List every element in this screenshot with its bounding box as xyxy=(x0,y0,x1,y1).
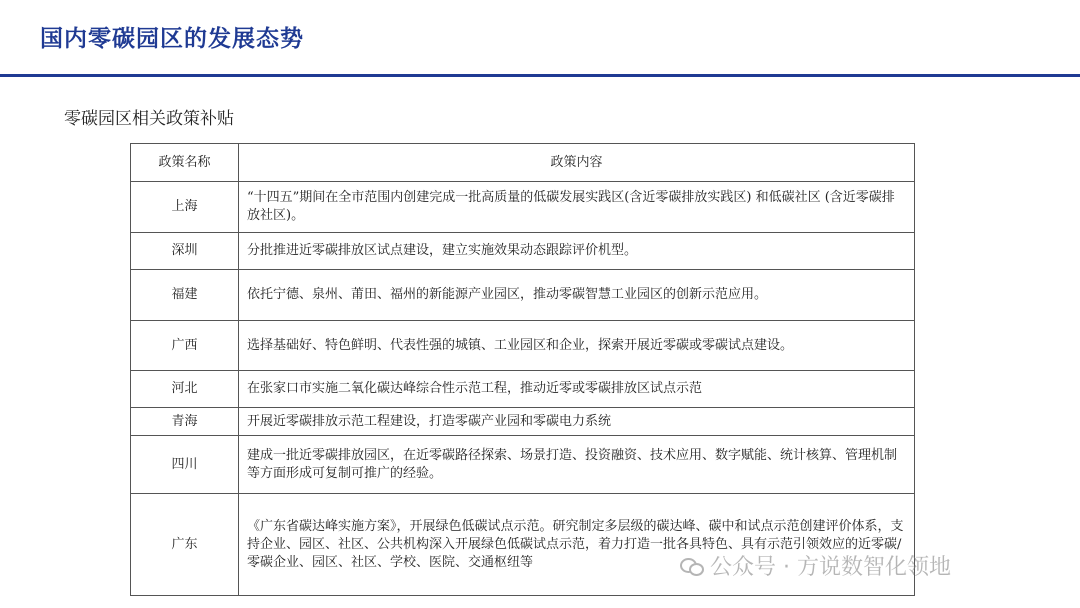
policy-region: 深圳 xyxy=(131,233,239,270)
table-row xyxy=(131,233,915,270)
wechat-icon xyxy=(680,556,704,576)
policy-region: 青海 xyxy=(131,408,239,436)
policy-region: 福建 xyxy=(131,270,239,321)
policy-content: “十四五”期间在全市范围内创建完成一批高质量的低碳发展实践区(含近零碳排放实践区) 和低碳社区 (含近零碳排放社区)。 xyxy=(239,182,915,233)
table-row xyxy=(131,436,915,494)
table-row xyxy=(131,270,915,321)
policy-table xyxy=(130,143,915,596)
table-row xyxy=(131,371,915,408)
policy-region: 上海 xyxy=(131,182,239,233)
policy-region: 广西 xyxy=(131,321,239,371)
table-row xyxy=(131,182,915,233)
title-divider xyxy=(0,74,1080,77)
policy-region: 四川 xyxy=(131,436,239,494)
section-subtitle: 零碳园区相关政策补贴 xyxy=(64,109,234,129)
policy-content: 依托宁德、泉州、莆田、福州的新能源产业园区，推动零碳智慧工业园区的创新示范应用。 xyxy=(239,270,915,321)
policy-content: 在张家口市实施二氧化碳达峰综合性示范工程，推动近零或零碳排放区试点示范 xyxy=(239,371,915,408)
watermark xyxy=(680,550,951,581)
policy-content: 《广东省碳达峰实施方案》，开展绿色低碳试点示范。研究制定多层级的碳达峰、碳中和试点示范创建评价体系，支持企业、园区、社区、公共机构深入开展绿色低碳试点示范，着力打造一批各具特色、具有示范引领效应的近零碳/零碳企业、园区、社区、学校、医院、交通枢纽等 xyxy=(239,494,915,596)
policy-content: 选择基础好、特色鲜明、代表性强的城镇、工业园区和企业，探索开展近零碳或零碳试点建设。 xyxy=(239,321,915,371)
column-header-policy-name: 政策名称 xyxy=(131,144,239,182)
page-title: 国内零碳园区的发展态势 xyxy=(40,26,304,52)
table-row xyxy=(131,408,915,436)
policy-content: 开展近零碳排放示范工程建设，打造零碳产业园和零碳电力系统 xyxy=(239,408,915,436)
table-row xyxy=(131,321,915,371)
column-header-policy-content: 政策内容 xyxy=(239,144,915,182)
table-header-row xyxy=(131,144,915,182)
policy-region: 广东 xyxy=(131,494,239,596)
policy-content: 建成一批近零碳排放园区，在近零碳路径探索、场景打造、投资融资、技术应用、数字赋能、统计核算、管理机制等方面形成可复制可推广的经验。 xyxy=(239,436,915,494)
watermark-text: 公众号 · 方说数智化领地 xyxy=(710,555,951,580)
policy-content: 分批推进近零碳排放区试点建设，建立实施效果动态跟踪评价机型。 xyxy=(239,233,915,270)
policy-region: 河北 xyxy=(131,371,239,408)
